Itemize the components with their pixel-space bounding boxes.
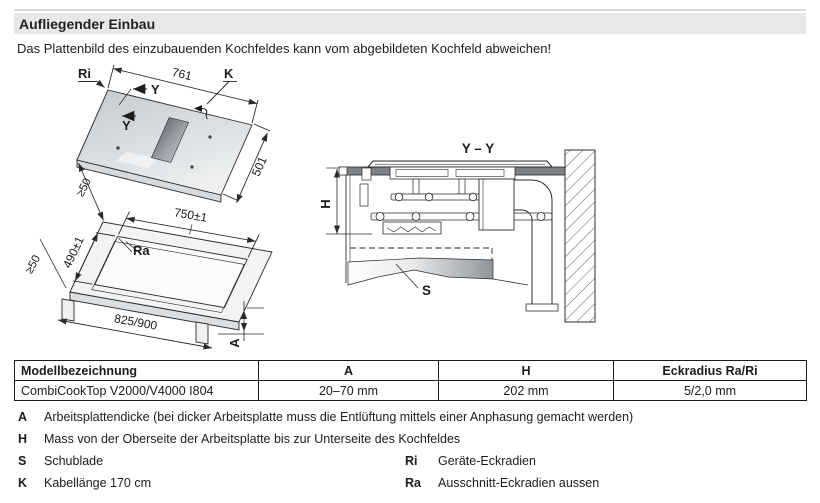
hob-width-dim-label: 761 (170, 64, 194, 84)
thickness-label: A (227, 338, 242, 348)
section-heading-bar (14, 13, 806, 34)
ri-leader (78, 82, 105, 88)
legend-key-k: K (18, 476, 28, 490)
table-header-row (15, 361, 807, 381)
legend-key-h: H (18, 432, 28, 446)
clearance-side-label: ≥50 (23, 253, 44, 276)
height-label: H (318, 199, 333, 209)
worktop-end-cap (339, 167, 347, 175)
cutout-width-dim-label: 750±1 (173, 205, 209, 225)
legend-key-ra: Ra (405, 476, 421, 490)
hob-corner-radius-label: Ri (78, 66, 91, 81)
section-y-bottom-label: Y (122, 118, 131, 133)
legend-key-a: A (18, 410, 28, 424)
hob-top-view (74, 64, 270, 203)
intro-text: Das Plattenbild des einzubauenden Kochfeldes kann vom abgebildeten Kochfeld abweichen! (17, 41, 552, 56)
exhaust-duct (514, 180, 558, 311)
legend (14, 406, 806, 494)
section-view (318, 141, 595, 322)
legend-text-ra: Ausschnitt-Eckradien aussen (438, 476, 600, 490)
worktop-foot-left (62, 299, 74, 321)
col-header-model: Modellbezeichnung (15, 361, 259, 381)
cutout-corner-radius-label: Ra (133, 243, 150, 258)
clearance-rear-label: ≥50 (74, 176, 95, 199)
cable-label: K (224, 66, 234, 81)
legend-text-s: Schublade (44, 454, 104, 468)
legend-row-k-ra (14, 472, 806, 494)
legend-row-h (14, 428, 806, 450)
top-divider (14, 9, 806, 11)
legend-text-h: Mass von der Oberseite der Arbeitsplatte bis zur Unterseite des Kochfeldes (44, 432, 461, 446)
col-header-a: A (259, 361, 439, 381)
legend-text-ri: Geräte-Eckradien (438, 454, 536, 468)
legend-row-s-ri (14, 450, 806, 472)
legend-key-s: S (18, 454, 27, 468)
hob-depth-dim-label: 501 (248, 154, 270, 179)
wall (565, 150, 595, 322)
cooktop-glass (368, 161, 552, 167)
worktop-width-dim-label: 825/900 (113, 311, 159, 333)
cutout-view (24, 163, 272, 348)
cutout-depth-dim-label: 490±1 (59, 234, 87, 271)
legend-row-a (14, 406, 806, 428)
legend-text-a: Arbeitsplattendicke (bei dicker Arbeitsplatte muss die Entlüftung mittels einer Anphasung gemacht werden) (44, 410, 634, 424)
worktop-foot-right (196, 322, 208, 344)
legend-text-k: Kabellänge 170 cm (44, 476, 152, 490)
cell-h: 202 mm (439, 381, 614, 401)
drawer-label: S (422, 283, 432, 298)
legend-key-ri: Ri (405, 454, 418, 468)
col-header-h: H (439, 361, 614, 381)
section-y-top-label: Y (151, 82, 160, 97)
technical-drawings (0, 58, 820, 358)
cell-a: 20–70 mm (259, 381, 439, 401)
col-header-eckradius: Eckradius Ra/Ri (614, 361, 807, 381)
section-title: Y – Y (461, 141, 495, 156)
drawer-tear (348, 258, 493, 285)
page-title: Aufliegender Einbau (19, 15, 156, 32)
cell-model: CombiCookTop V2000/V4000 I804 (15, 381, 259, 401)
table-row (15, 381, 807, 401)
cell-eckradius: 5/2,0 mm (614, 381, 807, 401)
cooktop-body (360, 167, 552, 234)
spec-table (14, 360, 807, 401)
